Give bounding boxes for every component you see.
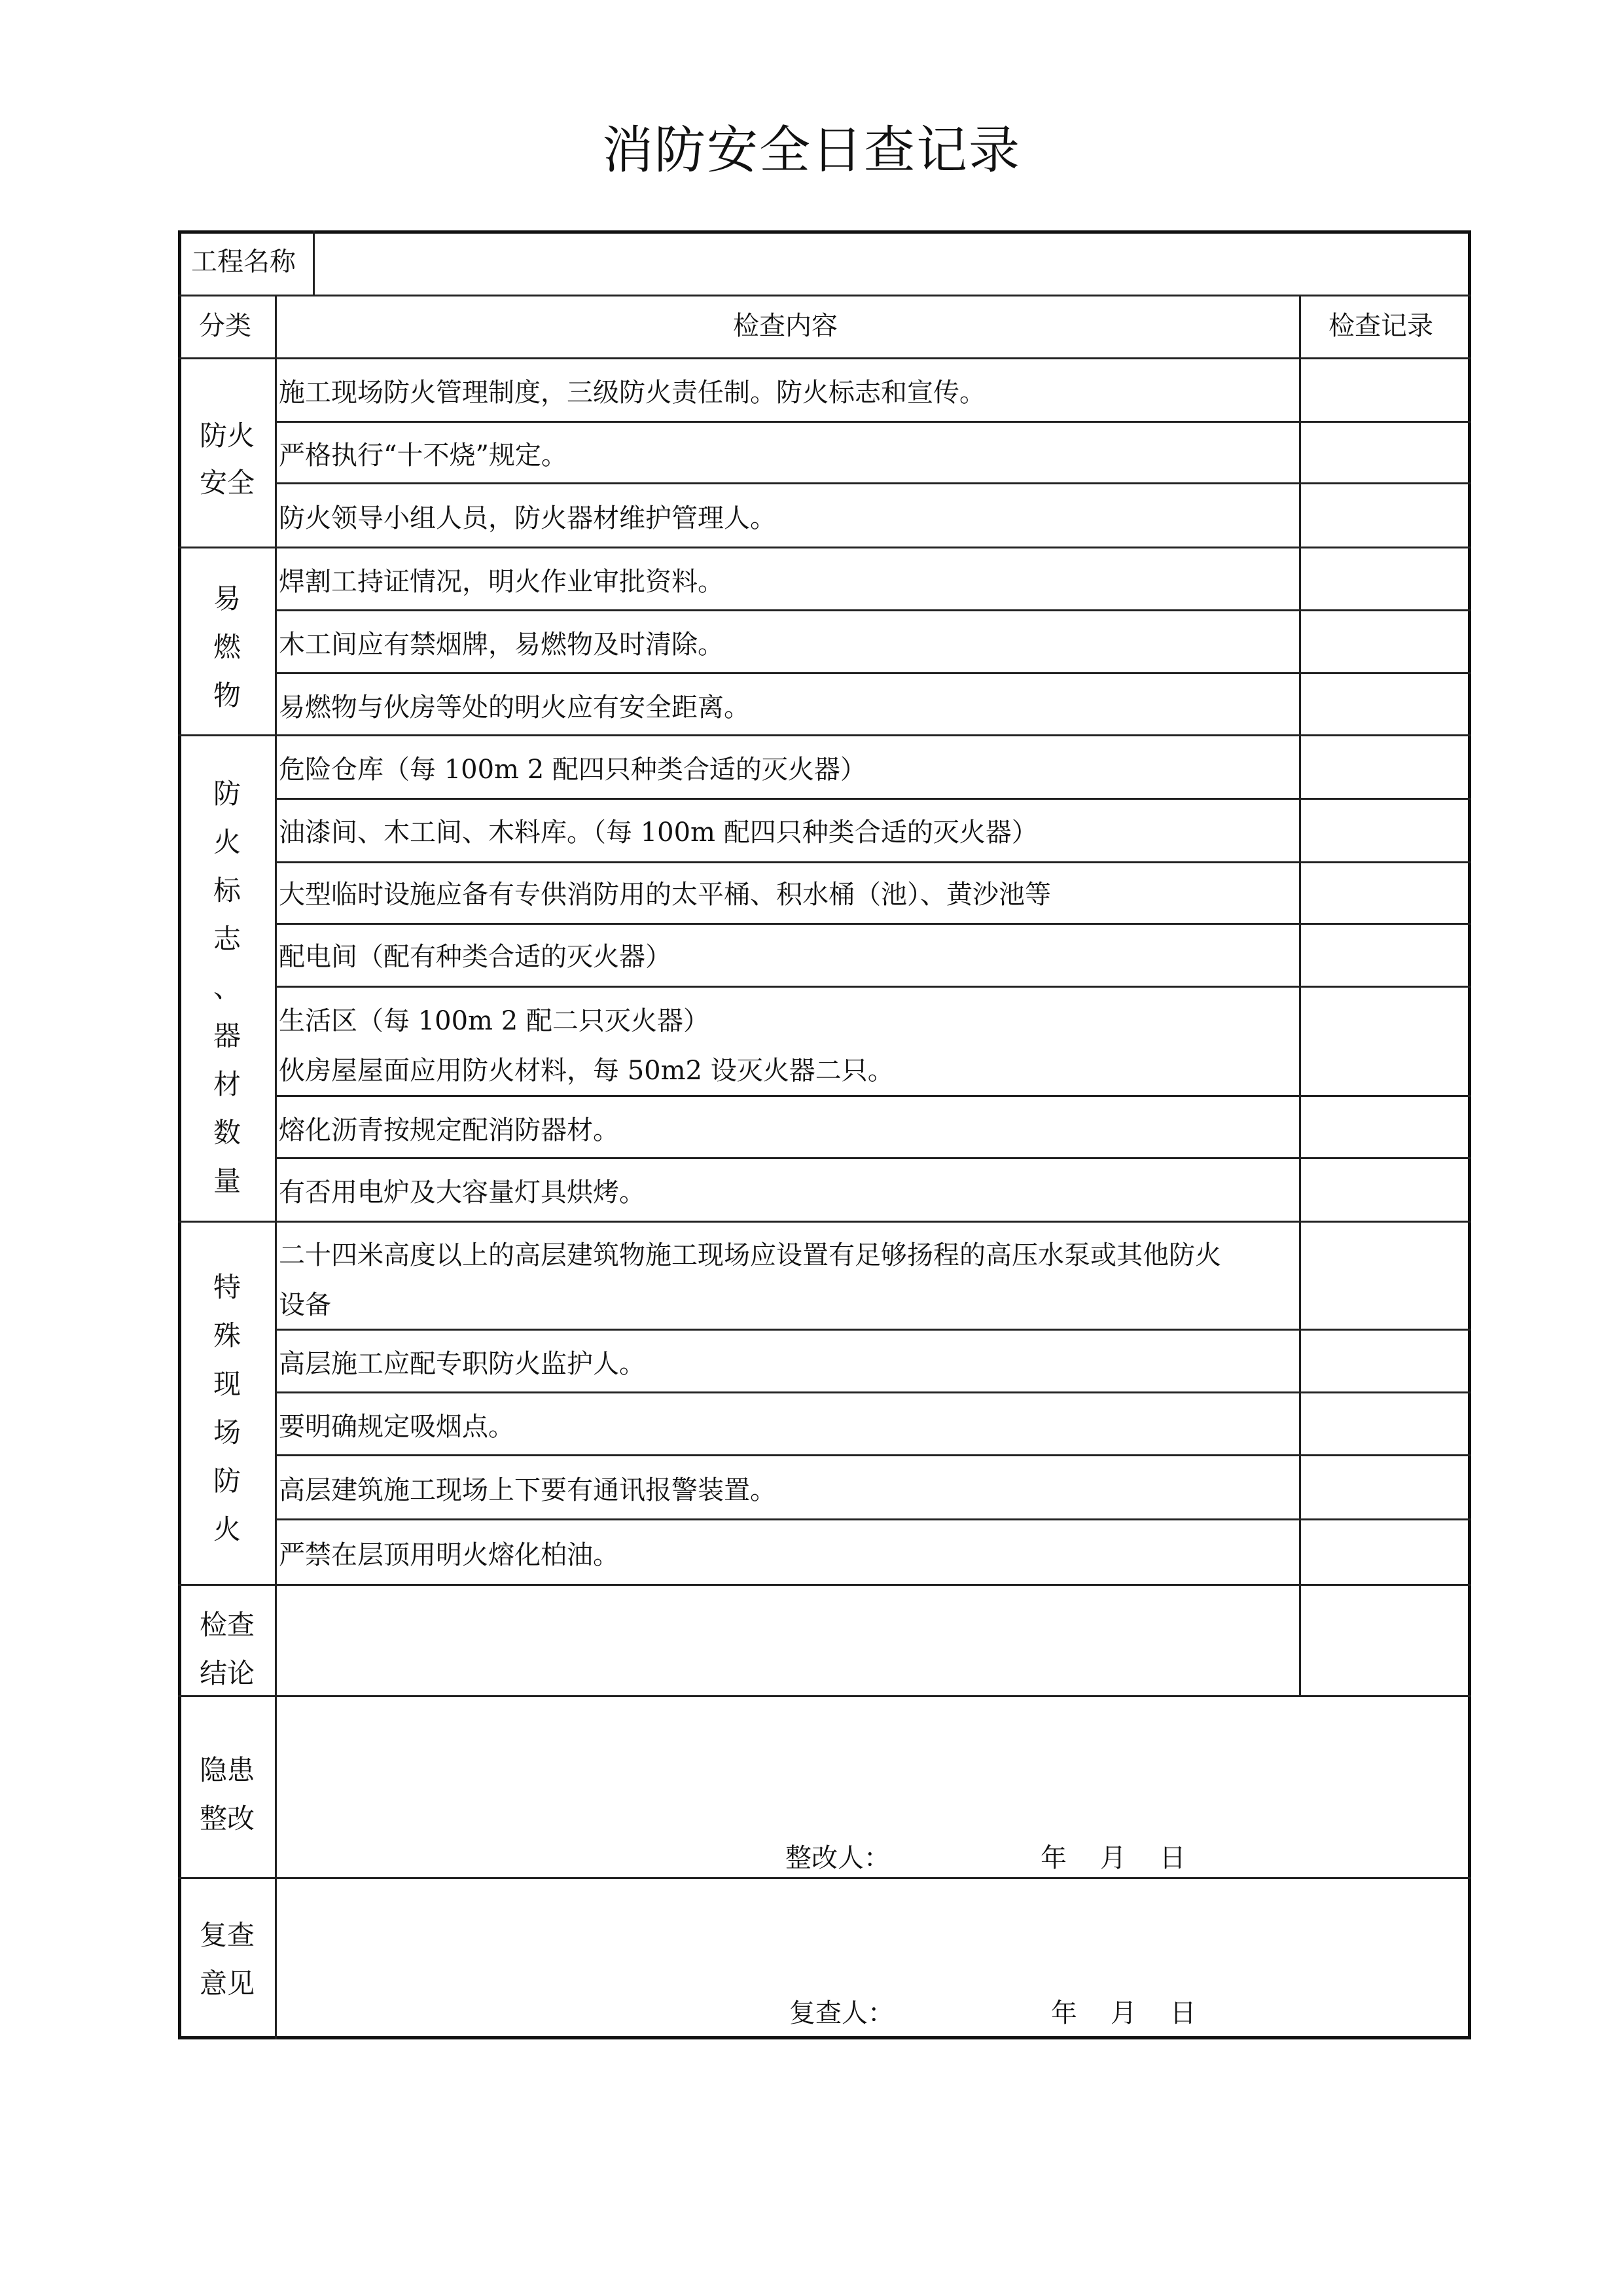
check-item: 二十四米高度以上的高层建筑物施工现场应设置有足够扬程的高压水泵或其他防火 <box>279 1240 1221 1270</box>
header-record: 检查记录 <box>1329 311 1433 341</box>
check-item: 高层建筑施工现场上下要有通讯报警装置。 <box>279 1475 776 1505</box>
check-item: 大型临时设施应备有专供消防用的太平桶、积水桶（池）、黄沙池等 <box>279 880 1051 910</box>
category-flammables: 易 燃 物 <box>213 583 241 711</box>
review-person-label: 复查人： <box>789 1998 894 2028</box>
check-item: 易燃物与伙房等处的明火应有安全距离。 <box>279 692 750 723</box>
header-category: 分类 <box>199 311 251 341</box>
check-item: 防火领导小组人员，防火器材维护管理人。 <box>279 503 776 533</box>
check-item: 有否用电炉及大容量灯具烘烤。 <box>279 1177 645 1208</box>
check-item: 熔化沥青按规定配消防器材。 <box>279 1115 619 1145</box>
conclusion-label: 检查 结论 <box>199 1609 255 1689</box>
rectify-person-label: 整改人： <box>785 1843 890 1873</box>
category-fire-signs-equipment: 防 火 标 志 、 器 材 数 量 <box>213 778 241 1197</box>
check-item: 严格执行“十不烧”规定。 <box>279 440 567 471</box>
category-fire-safety: 防火 安全 <box>178 412 276 507</box>
check-item: 生活区（每 100m 2 配二只灭火器） <box>279 1006 709 1036</box>
check-item: 危险仓库（每 100m 2 配四只种类合适的灭火器） <box>279 755 866 785</box>
check-item: 焊割工持证情况，明火作业审批资料。 <box>279 567 724 597</box>
check-item: 木工间应有禁烟牌，易燃物及时清除。 <box>279 630 724 660</box>
check-item: 高层施工应配专职防火监护人。 <box>279 1349 645 1379</box>
check-item: 施工现场防火管理制度，三级防火责任制。防火标志和宣传。 <box>279 378 986 408</box>
project-name-label: 工程名称 <box>191 247 296 277</box>
category-special-site-fire: 特 殊 现 场 防 火 <box>213 1271 241 1545</box>
review-label: 复查 意见 <box>199 1919 255 2000</box>
check-item: 要明确规定吸烟点。 <box>279 1412 514 1442</box>
rectify-label: 隐患 整改 <box>199 1754 255 1835</box>
page-title: 消防安全日查记录 <box>601 121 1021 180</box>
header-content: 检查内容 <box>733 311 838 341</box>
review-date: 年 月 日 <box>1051 1998 1196 2028</box>
category-label: 防火 <box>199 420 255 452</box>
check-item: 配电间（配有种类合适的灭火器） <box>279 942 671 972</box>
check-item: 严禁在层顶用明火熔化柏油。 <box>279 1540 619 1570</box>
rectify-date: 年 月 日 <box>1041 1843 1186 1873</box>
check-item: 设备 <box>279 1290 331 1320</box>
check-item: 油漆间、木工间、木料库。（每 100m 配四只种类合适的灭火器） <box>279 817 1038 848</box>
check-item: 伙房屋屋面应用防火材料，每 50m2 设灭火器二只。 <box>279 1056 894 1086</box>
